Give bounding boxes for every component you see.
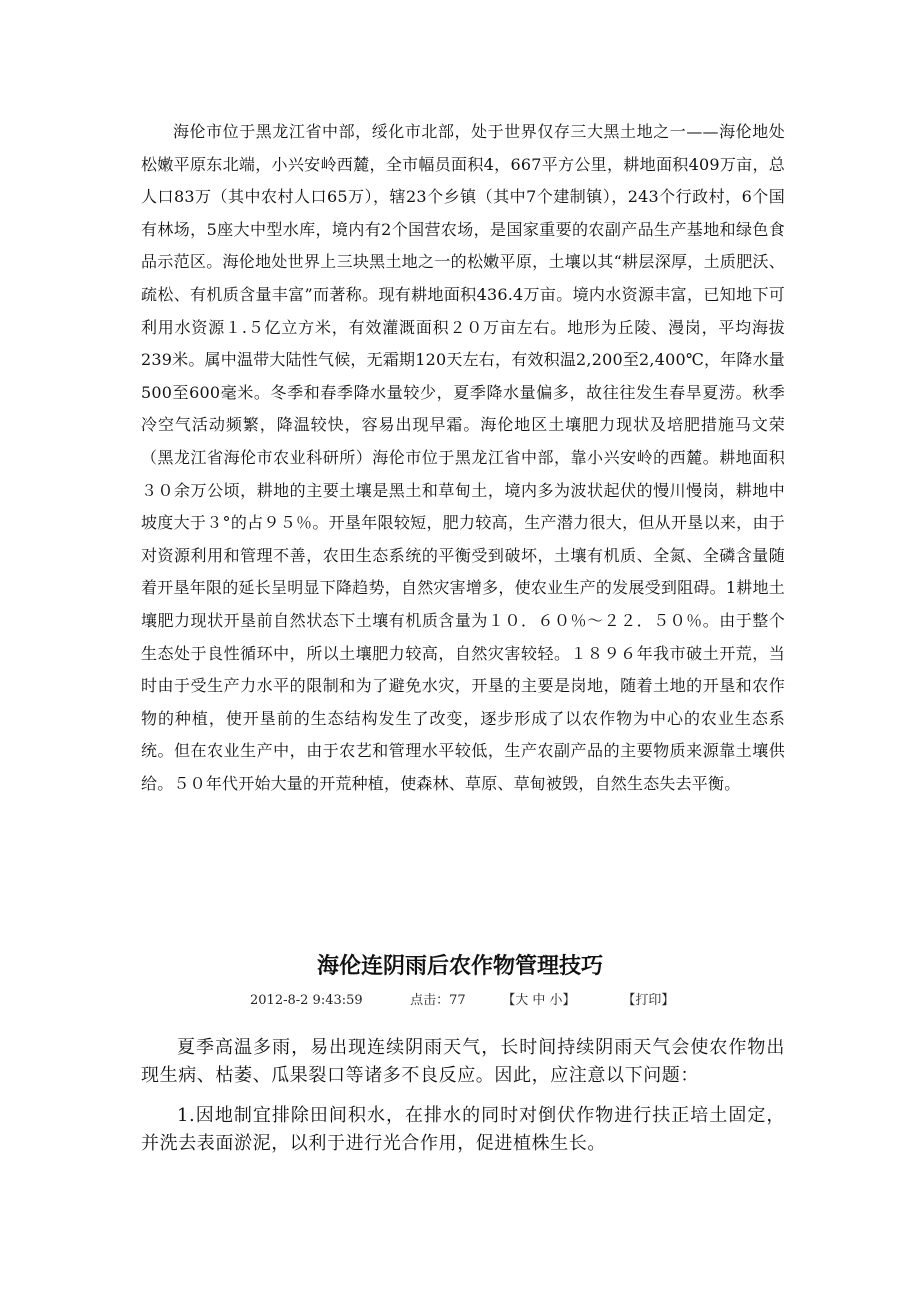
intro-paragraph: 海伦市位于黑龙江省中部，绥化市北部，处于世界仅存三大黑土地之一——海伦地处松嫩平原东北端，小兴安岭西麓，全市幅员面积4，667平方公里，耕地面积409万亩，总人口83万（其中农村人口65万），辖23个乡镇（其中7个建制镇），243个行政村，6个国有林场，5座大中型水库，境内有2个国营农场，是国家重要的农副产品生产基地和绿色食品示范区。海伦地处世界上三块黑土地之一的松嫩平原，土壤以其“耕层深厚，土质肥沃、疏松、有机质含量丰富”而著称。现有耕地面积436.4万亩。境内水资源丰富，已知地下可利用水资源１.５亿立方米，有效灌溉面积２０万亩左右。地形为丘陵、漫岗，平均海拔239米。属中温带大陆性气候，无霜期120天左右，有效积温2,200至2,400℃，年降水量500至600毫米。冬季和春季降水量较少，夏季降水量偏多，故往往发生春旱夏涝。秋季冷空气活动频繁，降温较快，容易出现早霜。海伦地区土壤肥力现状及培肥措施马文荣（黑龙江省海伦市农业科研所）海伦市位于黑龙江省中部，靠小兴安岭的西麓。耕地面积３０余万公顷，耕地的主要土壤是黑土和草甸土，境内多为波状起伏的慢川慢岗，耕地中坡度大于３°的占９５％。开垦年限较短，肥力较高，生产潜力很大，但从开垦以来，由于对资源利用和管理不善，农田生态系统的平衡受到破坏，土壤有机质、全氮、全磷含量随着开垦年限的延长呈明显下降趋势，自然灾害增多，使农业生产的发展受到阻碍。1耕地土壤肥力现状开垦前自然状态下土壤有机质含量为１０．６０％～２２．５０％。由于整个生态处于良性循环中，所以土壤肥力较高，自然灾害较轻。１８９６年我市破土开荒，当时由于受生产力水平的限制和为了避免水灾，开垦的主要是岗地，随着土地的开垦和农作物的种植，使开垦前的生态结构发生了改变，逐步形成了以农作物为中心的农业生态系统。但在农业生产中，由于农艺和管理水平较低，生产农副产品的主要物质来源靠土壤供给。５０年代开始大量的开荒种植，使森林、草原、草甸被毁，自然生态失去平衡。 <box>141 122 785 793</box>
hit-count: 点击：77 <box>410 993 466 1008</box>
publish-date: 2012-8-2 9:43:59 <box>250 993 363 1008</box>
article-title: 海伦连阴雨后农作物管理技巧 <box>316 954 603 979</box>
print-link[interactable]: 【打印】 <box>622 993 675 1008</box>
article-paragraph: 1.因地制宜排除田间积水，在排水的同时对倒伏作物进行扶正培土固定，并洗去表面淤泥，以利于进行光合作用，促进植株生长。 <box>141 1105 785 1154</box>
article-meta <box>250 991 674 1011</box>
article-paragraph: 夏季高温多雨，易出现连续阴雨天气，长时间持续阴雨天气会使农作物出现生病、枯萎、瓜果裂口等诸多不良反应。因此，应注意以下问题： <box>141 1037 785 1086</box>
font-size-control[interactable]: 【大 中 小】 <box>502 993 576 1008</box>
